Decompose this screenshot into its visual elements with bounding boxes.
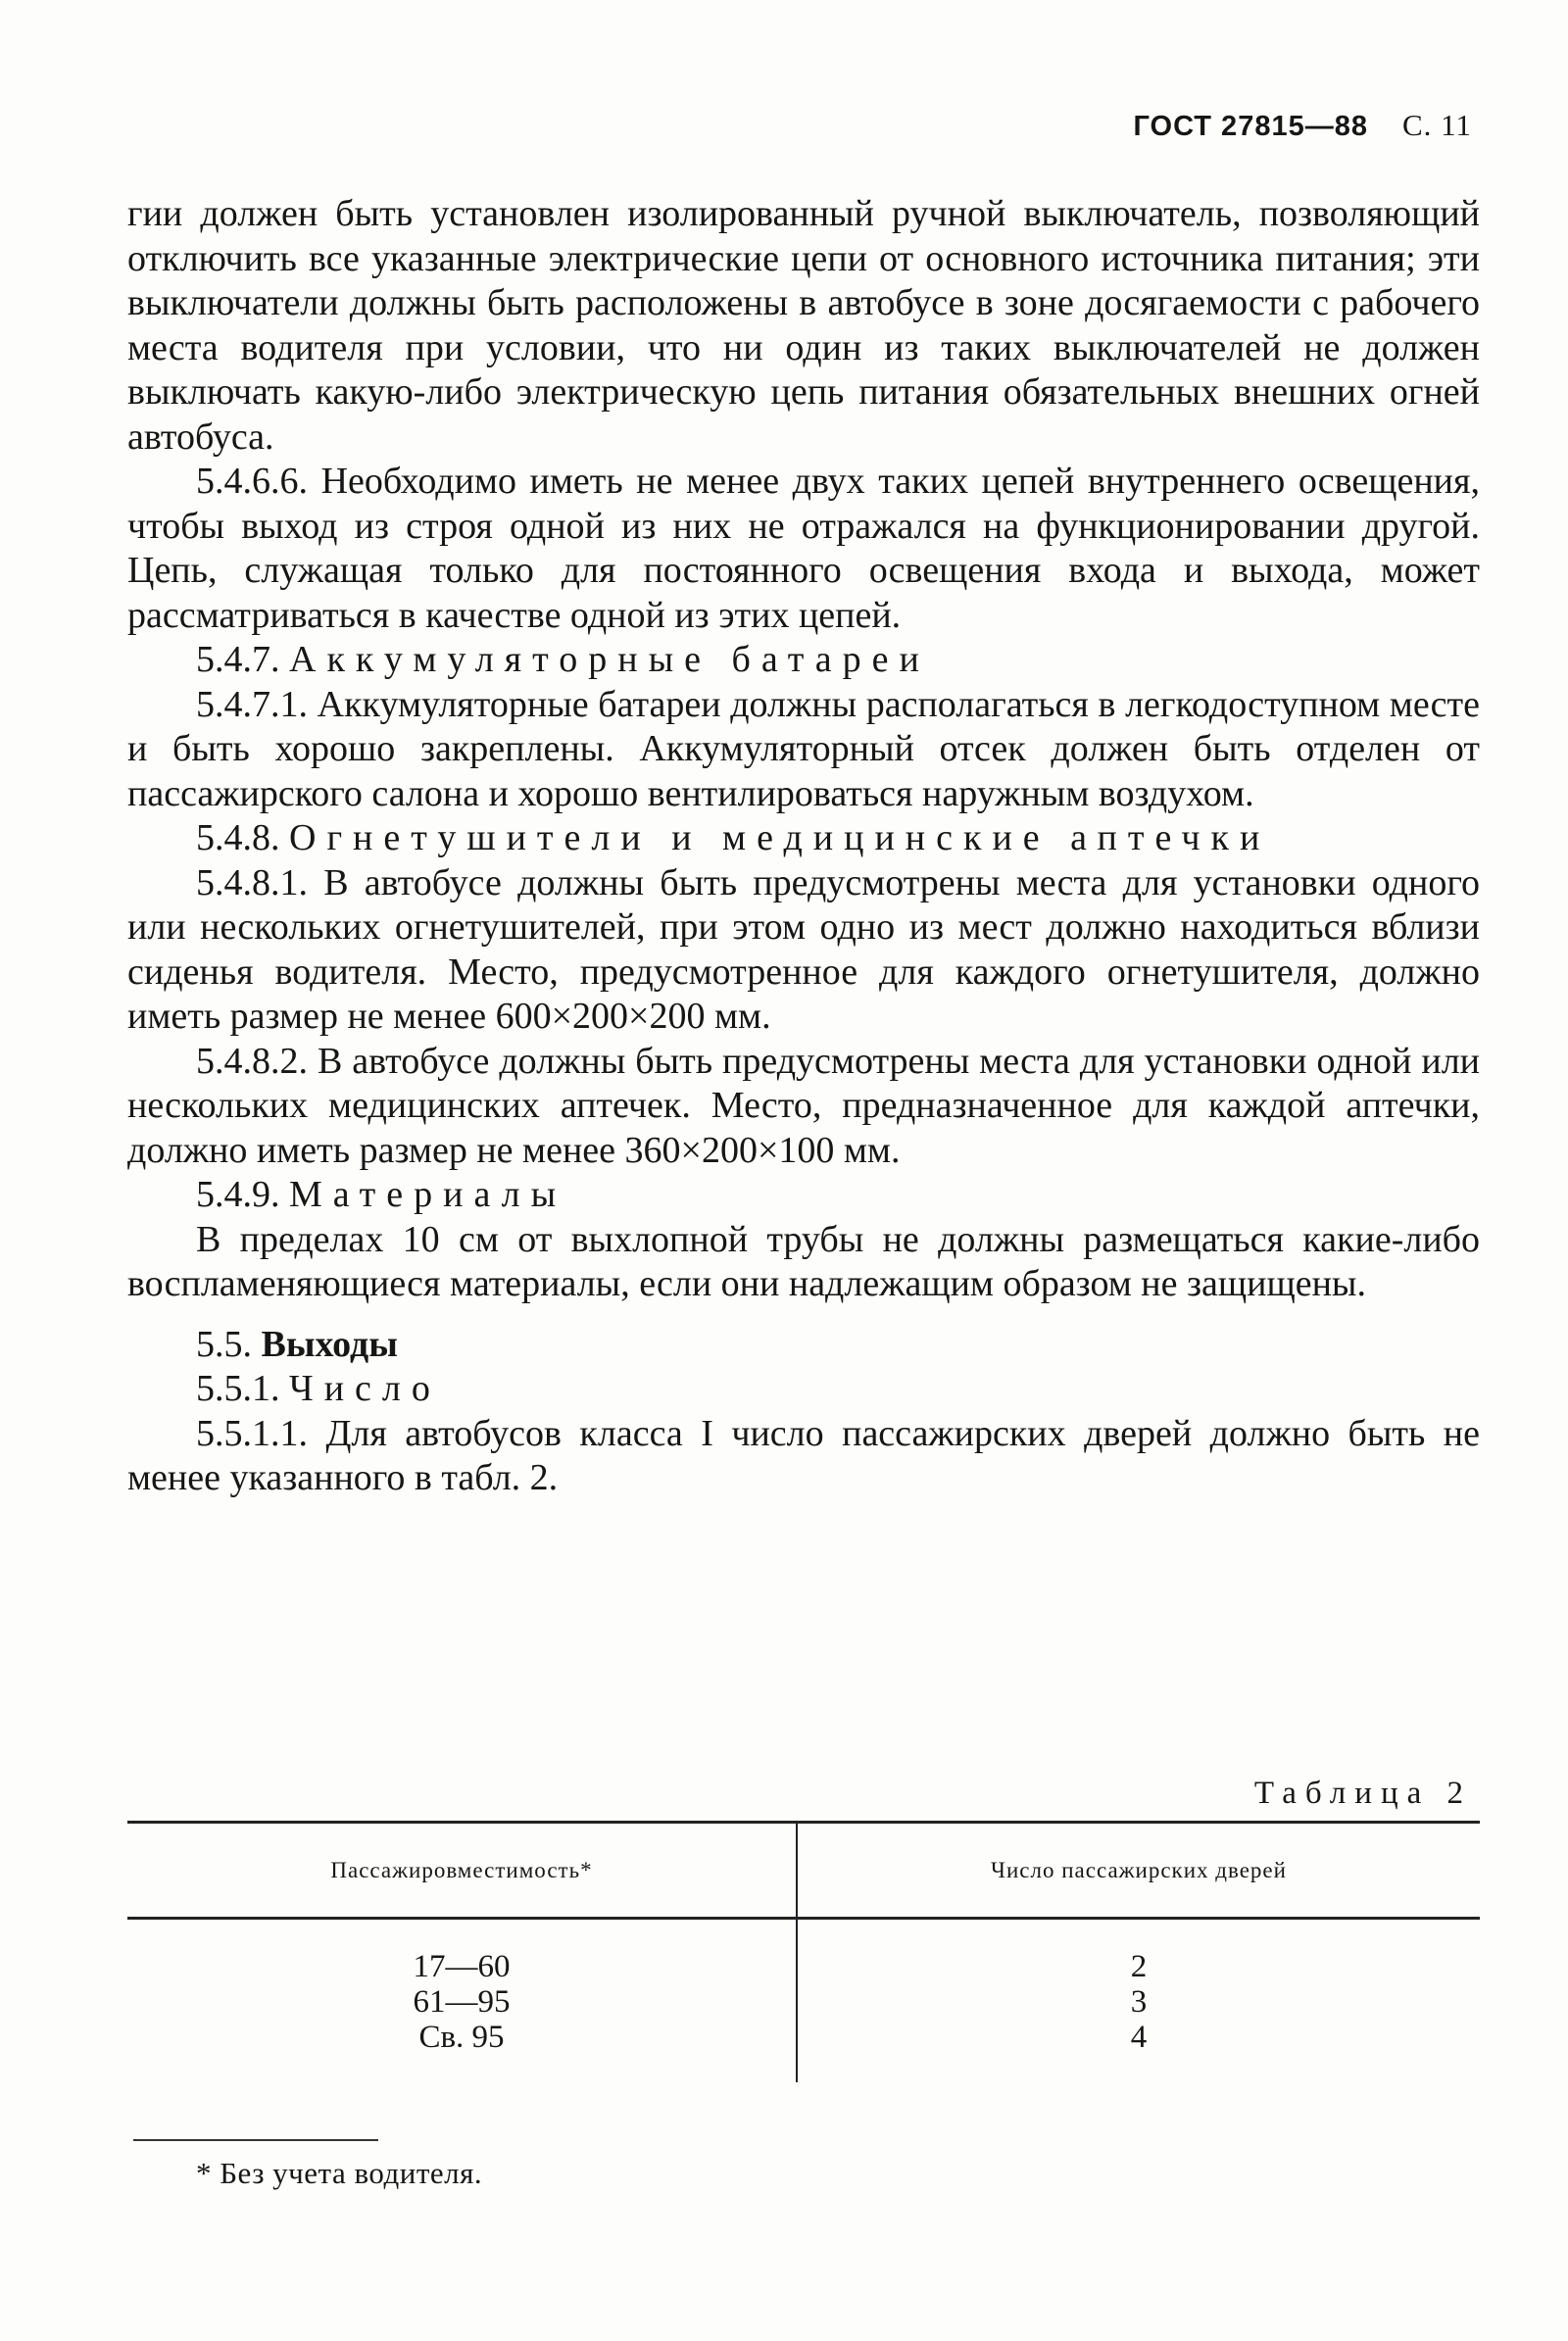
doors-cell <box>797 1919 1480 2083</box>
footnote-rule <box>133 2139 378 2141</box>
table-cell: Св. 95 <box>418 2020 505 2055</box>
paragraph-5-5-1-1: 5.5.1.1. Для автобусов класса I число пассажирских дверей должно быть не менее указанного в табл. 2. <box>127 1412 1480 1498</box>
heading-5-5 <box>127 1323 1480 1368</box>
page-header <box>1133 108 1472 143</box>
table-cell: 61—95 <box>413 1984 511 2020</box>
paragraph-5-4-6-6: 5.4.6.6. Необходимо иметь не менее двух таких цепей внутреннего освещения, чтобы выход из строя одной из них не отражался на функционировании другой. Цепь, служащая только для постоянного освещения входа и выхода, может рассматриваться в качестве одной из этих цепей. <box>127 461 1480 636</box>
standard-number: ГОСТ 27815—88 <box>1133 111 1368 142</box>
table-cell: 4 <box>1130 2020 1148 2055</box>
column-header-capacity: Пассажировместимость* <box>127 1823 797 1919</box>
heading-5-4-8 <box>127 816 1480 861</box>
heading-number: 5.4.8. <box>196 817 280 858</box>
heading-title: Огнетушители и медицинские аптечки <box>289 817 1271 858</box>
table-row <box>127 1919 1480 2083</box>
column-header-doors: Число пассажирских дверей <box>797 1823 1480 1919</box>
page-number: С. 11 <box>1401 108 1472 142</box>
paragraph-5-4-9-text: В пределах 10 см от выхлопной трубы не должны размещаться какие-либо воспламеняющиеся материалы, если они надлежащим образом не защищены. <box>127 1218 1480 1304</box>
paragraph-continued: гии должен быть установлен изолированный ручной выключатель, позволяющий отключить все указанные электрические цепи от основного источника питания; эти выключатели должны быть расположены в автобусе в зоне досягаемости с рабочего места водителя при условии, что ни один из таких выключателей не должен выключать какую-либо электрическую цепь питания обязательных внешних огней автобуса. <box>127 193 1480 458</box>
heading-title: Материалы <box>289 1174 567 1215</box>
paragraph-5-4-7-1: 5.4.7.1. Аккумуляторные батареи должны располагаться в легкодоступном месте и быть хорошо закреплены. Аккумуляторный отсек должен быть отделен от пассажирского салона и хорошо вентилироваться наружным воздухом. <box>127 683 1480 814</box>
heading-title: Число <box>289 1368 441 1409</box>
paragraph-5-4-8-1: 5.4.8.1. В автобусе должны быть предусмотрены места для установки одного или нескольких огнетушителей, при этом одно из мест должно находиться вблизи сиденья водителя. Место, предусмотренное для каждого огнетушителя, должно иметь размер не менее 600×200×200 мм. <box>127 861 1480 1037</box>
table-header-row <box>127 1823 1480 1919</box>
table-2 <box>127 1821 1480 2082</box>
table-caption: Таблица 2 <box>1253 1776 1472 1811</box>
heading-number: 5.5. <box>196 1323 252 1365</box>
capacity-cell <box>127 1919 797 2083</box>
heading-5-4-7 <box>127 638 1480 683</box>
heading-number: 5.4.7. <box>196 639 280 680</box>
heading-title: Выходы <box>261 1323 398 1365</box>
table-cell: 3 <box>1130 1984 1148 2020</box>
heading-5-5-1 <box>127 1367 1480 1412</box>
paragraph-5-4-8-2: 5.4.8.2. В автобусе должны быть предусмотрены места для установки одной или нескольких медицинских аптечек. Место, предназначенное для каждой аптечки, должно иметь размер не менее 360×200×100 мм. <box>127 1040 1480 1171</box>
table-cell: 2 <box>1130 1949 1148 1984</box>
table-cell: 17—60 <box>413 1949 511 1984</box>
heading-title: Аккумуляторные батареи <box>289 639 930 680</box>
document-body <box>127 192 1480 1501</box>
heading-5-4-9 <box>127 1173 1480 1218</box>
heading-number: 5.4.9. <box>196 1174 280 1215</box>
footnote: * Без учета водителя. <box>196 2156 483 2190</box>
heading-number: 5.5.1. <box>196 1368 280 1409</box>
